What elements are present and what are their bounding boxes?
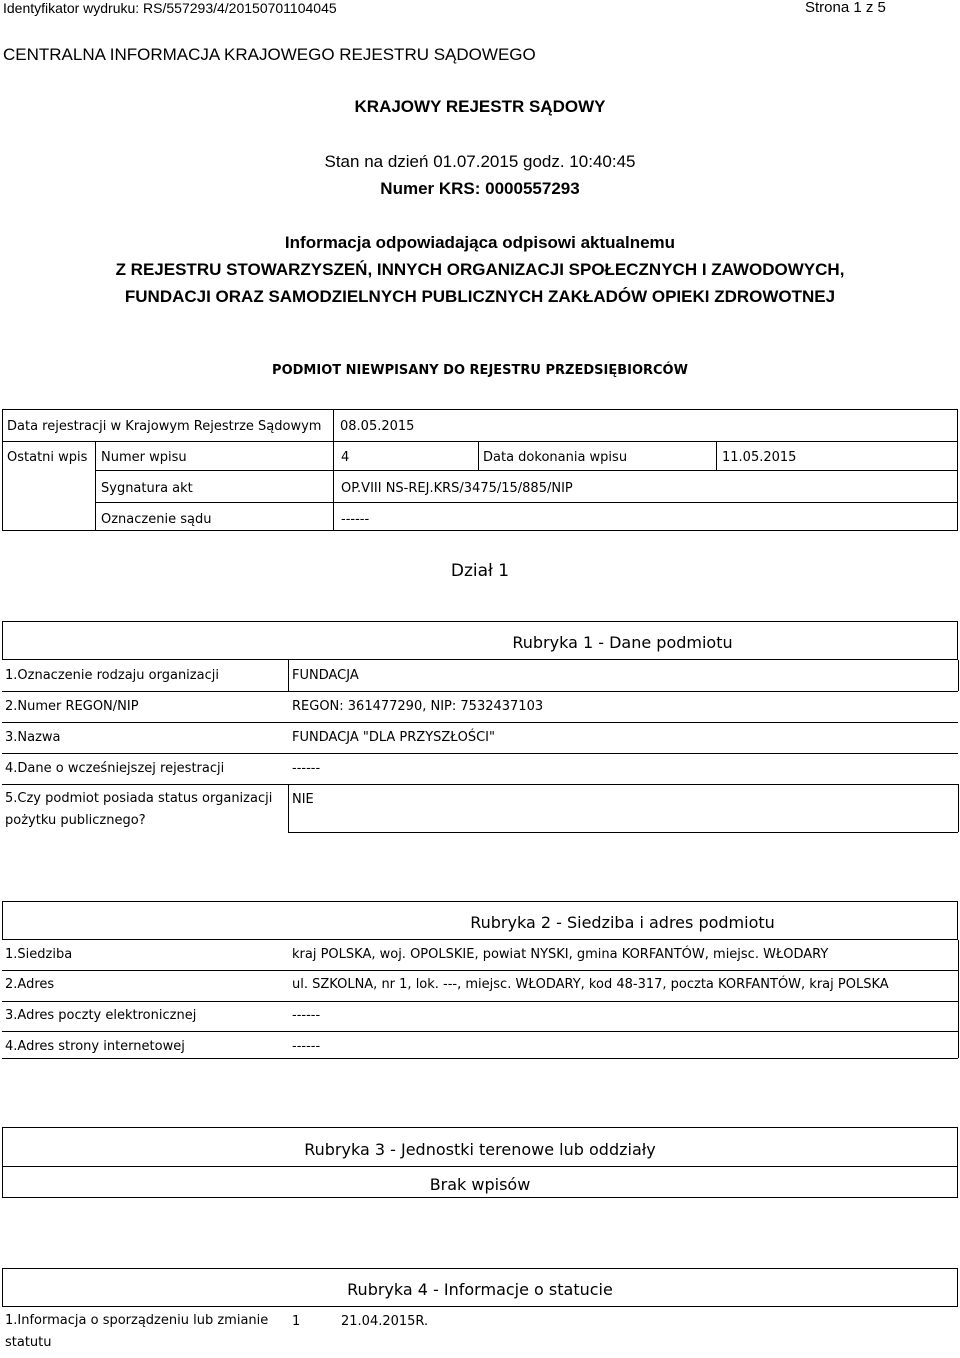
rubric-2-label-4: 4.Adres strony internetowej [5, 1039, 185, 1054]
rubric-1-value-4: ------ [292, 761, 321, 776]
signature-label: Sygnatura akt [101, 481, 193, 496]
rubric-2-label-2: 2.Adres [5, 977, 55, 992]
rubric-1-label-2: 2.Numer REGON/NIP [5, 699, 139, 714]
court-value: ------ [341, 512, 370, 527]
rubric-1-label-5: 5.Czy podmiot posiada status organizacji pożytku publicznego? [5, 791, 273, 828]
print-identifier: Identyfikator wydruku: RS/557293/4/20150701104045 [3, 0, 337, 16]
rubric-1-value-1: FUNDACJA [292, 668, 359, 683]
entry-date-label: Data dokonania wpisu [483, 450, 628, 465]
info-line-1: Informacja odpowiadająca odpisowi aktualnemu [284, 233, 676, 252]
rubric-1-value-2: REGON: 361477290, NIP: 7532437103 [292, 699, 544, 714]
rubric-2-title: Rubryka 2 - Siedziba i adres podmiotu [470, 913, 775, 932]
rubric-4-value-1: 21.04.2015R. [341, 1314, 429, 1329]
rubric-1-title: Rubryka 1 - Dane podmiotu [512, 633, 733, 652]
rubric-4-title: Rubryka 4 - Informacje o statucie [347, 1280, 613, 1299]
court-label: Oznaczenie sądu [101, 512, 212, 527]
rubric-1-value-3: FUNDACJA "DLA PRZYSZŁOŚCI" [292, 730, 495, 745]
rubric-1-value-5: NIE [292, 792, 314, 807]
info-line-2: Z REJESTRU STOWARZYSZEŃ, INNYCH ORGANIZACJI SPOŁECZNYCH I ZAWODOWYCH, [115, 260, 845, 279]
signature-value: OP.VIII NS-REJ.KRS/3475/15/885/NIP [341, 481, 573, 496]
info-line-3: FUNDACJI ORAZ SAMODZIELNYCH PUBLICZNYCH ZAKŁADÓW OPIEKI ZDROWOTNEJ [124, 287, 836, 306]
not-entered-note: PODMIOT NIEWPISANY DO REJESTRU PRZEDSIĘBIORCÓW [272, 363, 688, 378]
as-of-date: Stan na dzień 01.07.2015 godz. 10:40:45 [324, 152, 636, 171]
rubric-3-title: Rubryka 3 - Jednostki terenowe lub oddziały [304, 1140, 656, 1159]
entry-number-label: Numer wpisu [101, 450, 187, 465]
rubric-2-value-4: ------ [292, 1039, 321, 1054]
rubric-2-value-1: kraj POLSKA, woj. OPOLSKIE, powiat NYSKI, gmina KORFANTÓW, miejsc. WŁODARY [292, 947, 829, 962]
krs-number: Numer KRS: 0000557293 [380, 179, 580, 198]
registration-date: 08.05.2015 [340, 419, 415, 434]
section-title: Dział 1 [450, 561, 510, 581]
page-number: Strona 1 z 5 [805, 0, 886, 16]
entry-number: 4 [341, 450, 350, 465]
rubric-3-empty: Brak wpisów [429, 1175, 531, 1194]
rubric-2-value-3: ------ [292, 1008, 321, 1023]
rubric-4-number-1: 1 [292, 1314, 301, 1329]
registry-title: KRAJOWY REJESTR SĄDOWY [354, 97, 606, 116]
rubric-2-label-3: 3.Adres poczty elektronicznej [5, 1008, 197, 1023]
institution-name: CENTRALNA INFORMACJA KRAJOWEGO REJESTRU SĄDOWEGO [3, 45, 536, 64]
rubric-1-label-3: 3.Nazwa [5, 730, 61, 745]
rubric-1-label-4: 4.Dane o wcześniejszej rejestracji [5, 761, 225, 776]
rubric-2-value-2: ul. SZKOLNA, nr 1, lok. ---, miejsc. WŁODARY, kod 48-317, poczta KORFANTÓW, kraj POLSKA [292, 977, 889, 992]
registration-date-label: Data rejestracji w Krajowym Rejestrze Sądowym [7, 419, 322, 434]
rubric-1-label-1: 1.Oznaczenie rodzaju organizacji [5, 668, 219, 683]
rubric-4-label-1: 1.Informacja o sporządzeniu lub zmianie statutu [5, 1313, 269, 1350]
rubric-2-label-1: 1.Siedziba [5, 947, 73, 962]
entry-date: 11.05.2015 [722, 450, 797, 465]
last-entry-label: Ostatni wpis [7, 450, 88, 465]
